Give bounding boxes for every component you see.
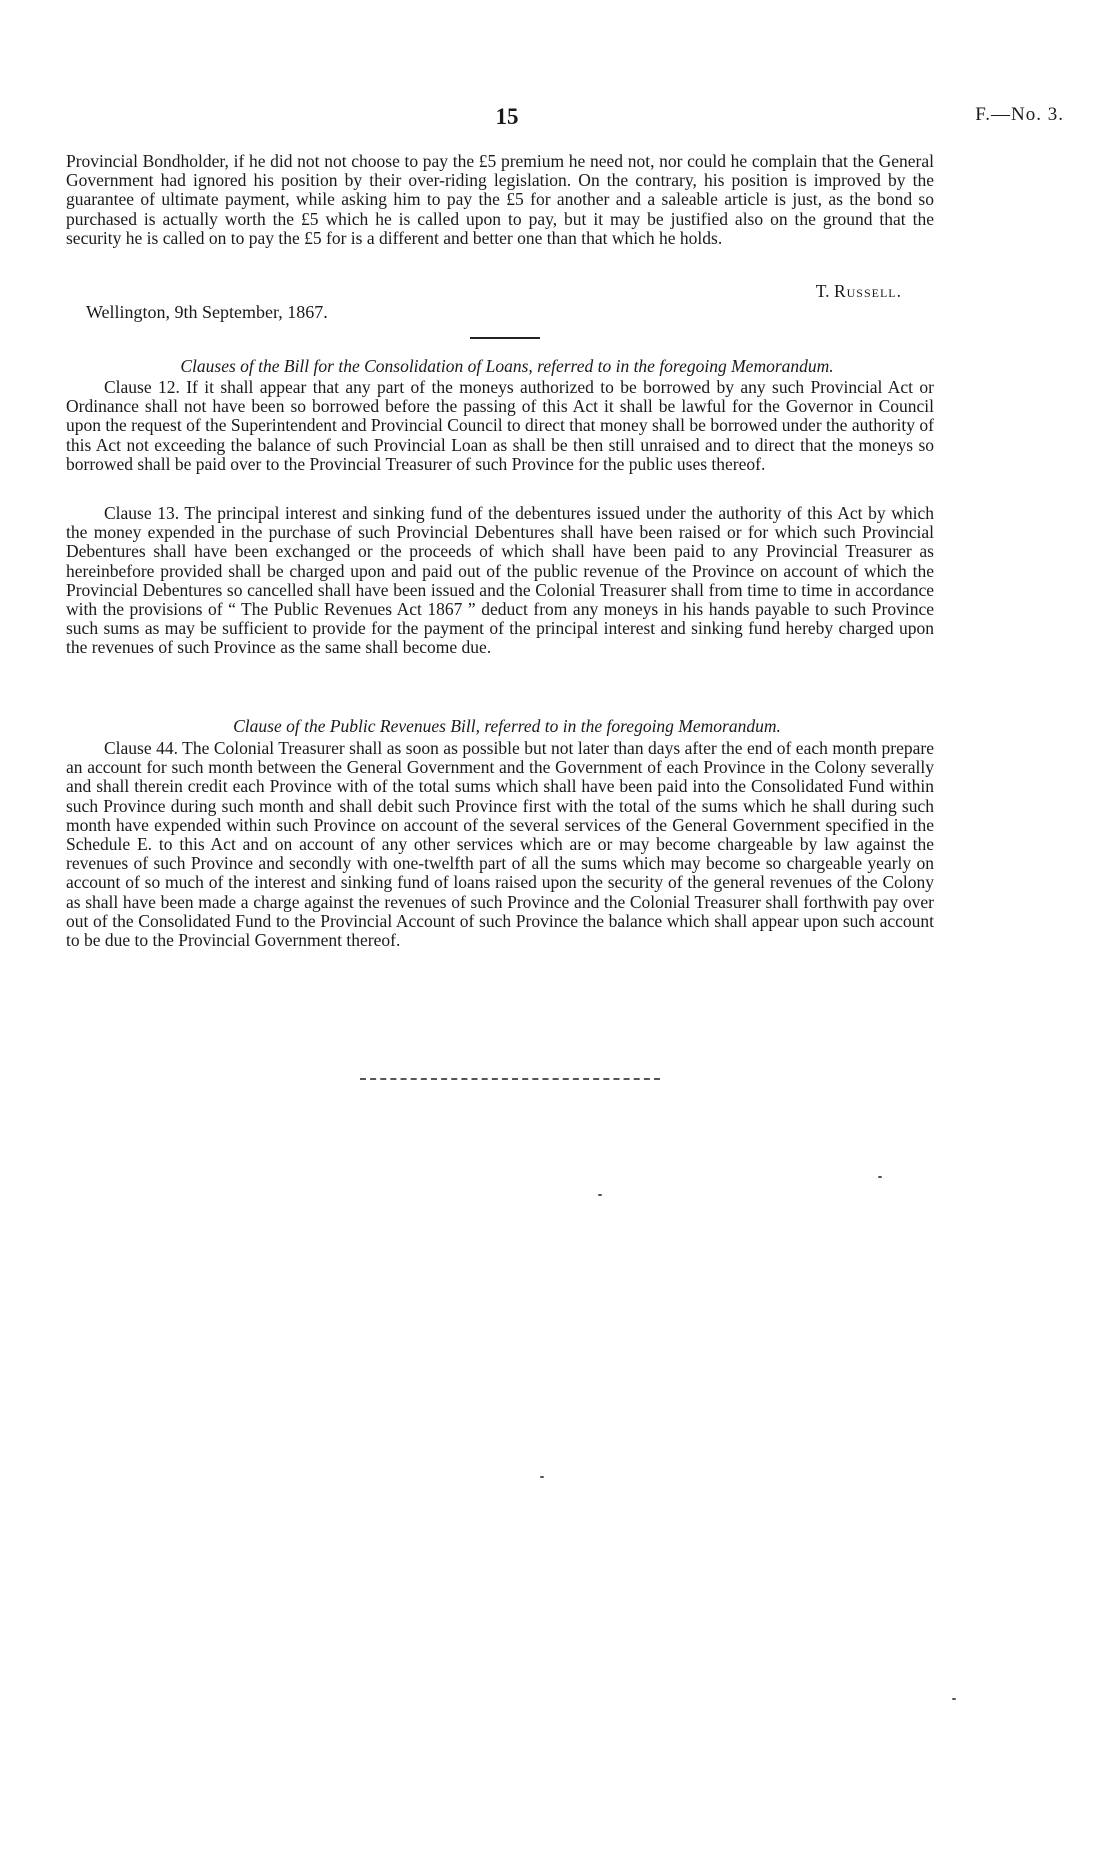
signature-name: Russell. [833,281,902,301]
scan-speck [540,1476,544,1478]
loans-section-heading: Clauses of the Bill for the Consolidation of Loans, referred to in the foregoing Memorandum. [180,356,834,376]
dateline: Wellington, 9th September, 1867. [86,302,328,322]
clause-12: Clause 12. If it shall appear that any part of the moneys authorized to be borrowed by any such Provincial Act or Ordinance shall not have been so borrowed before the passing of this Act it shall be lawful for the Governor in Council upon the request of the Superintendent and Provincial Council to direct that money shall be borrowed under the authority of this Act not exceeding the balance of such Provincial Loan as shall be then still unraised and to direct that the moneys so borrowed shall be paid over to the Provincial Treasurer of such Province for the public uses thereof. [66,377,934,474]
signature-initial: T. [815,281,834,301]
revenues-section-heading: Clause of the Public Revenues Bill, referred to in the foregoing Memorandum. [233,716,781,736]
clause-44: Clause 44. The Colonial Treasurer shall as soon as possible but not later than days after the end of each month prepare an account for such month between the General Government and the Government of each Province in the Colony severally and shall therein credit each Province with of the total sums which shall have been paid into the Consolidated Fund within such Province during such month and shall debit such Province first with the total of the sums which he shall during such month have expended within such Province on account of the several services of the General Government specified in the Schedule E. to this Act and on account of any other services which are or may become chargeable by law against the revenues of such Province and secondly with one-twelfth part of all the sums which may become so chargeable yearly on account of so much of the interest and sinking fund of loans raised upon the security of the general revenues of the Colony as shall have been made a charge against the revenues of such Province and the Colonial Treasurer shall forthwith pay over out of the Consolidated Fund to the Provincial Account of such Province the balance which shall appear upon such account to be due to the Provincial Government thereof. [66,738,934,951]
end-rule [360,1078,660,1080]
clause-13: Clause 13. The principal interest and sinking fund of the debentures issued under the authority of this Act by which the money expended in the purchase of such Provincial Debentures shall have been raised or for which such Provincial Debentures shall have been exchanged or the proceeds of which shall have been paid to any Provincial Treasurer as hereinbefore provided shall be charged upon and paid out of the public revenue of the Province on account of which the Provincial Debentures so cancelled shall have been issued and the Colonial Treasurer shall from time to time in accordance with the provisions of “ The Public Revenues Act 1867 ” deduct from any moneys in his hands payable to such Province such sums as may be sufficient to provide for the payment of the principal interest and sinking fund hereby charged upon the revenues of such Province as the same shall become due. [66,503,934,658]
signature [816,281,902,302]
scan-speck [952,1698,956,1700]
memorandum-closing-paragraph: Provincial Bondholder, if he did not not choose to pay the £5 premium he need not, nor could he complain that the General Government had ignored his position by their over-riding legislation. On the contrary, his position is improved by the guarantee of ultimate payment, while asking him to pay the £5 for another and a saleable article is just, as the bond so purchased is actually worth the £5 which he is called upon to pay, but it may be justified also on the ground that the security he is called on to pay the £5 for is a different and better one than that which he holds. [66,151,934,248]
scan-speck [878,1176,882,1178]
page-number: 15 [495,104,519,129]
scan-speck [598,1194,602,1196]
section-divider [470,337,540,339]
document-reference: F.—No. 3. [975,104,1064,125]
